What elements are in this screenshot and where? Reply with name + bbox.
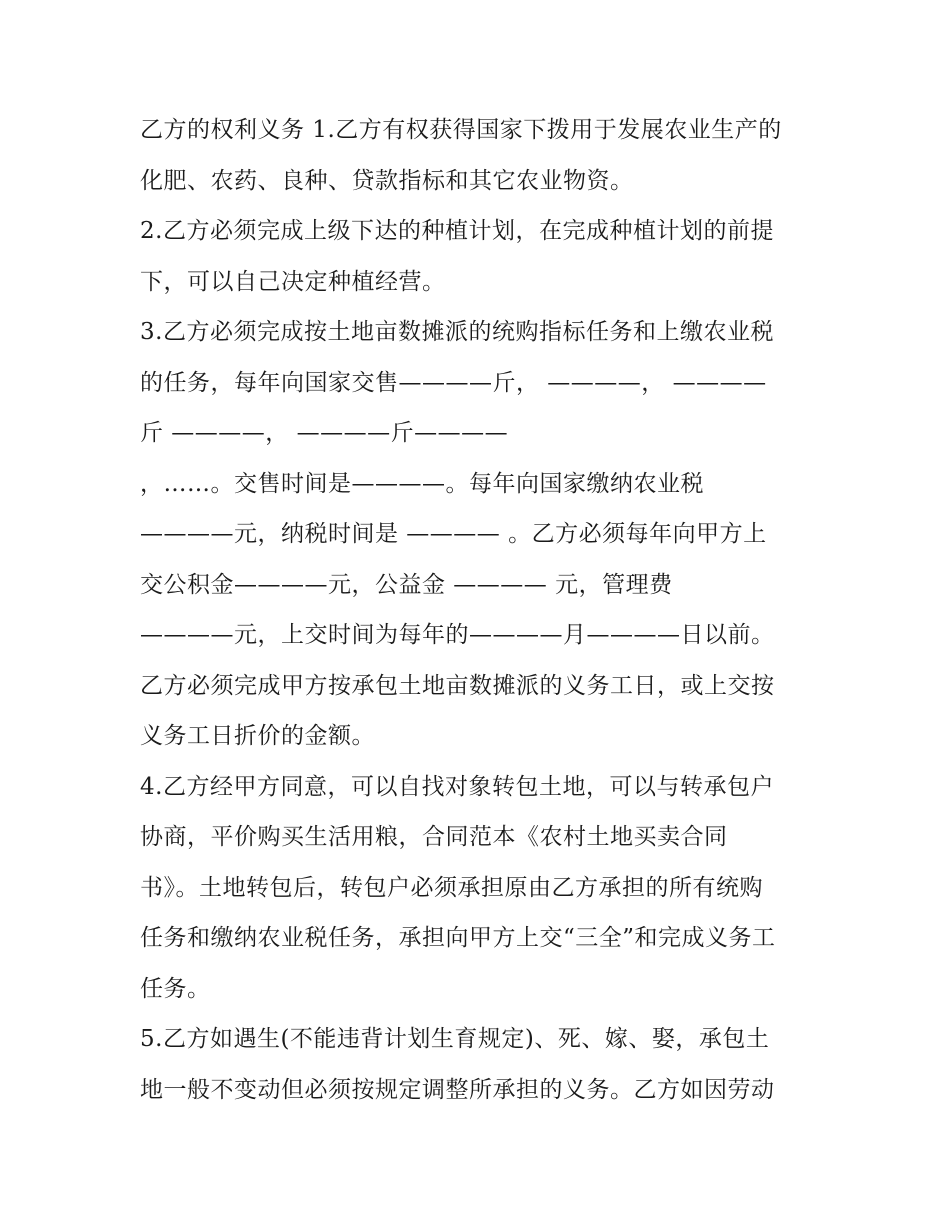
text-line: 4.乙方经甲方同意，可以自找对象转包土地，可以与转承包户: [140, 774, 774, 800]
text-line: 的任务，每年向国家交售————斤， ————， ————: [140, 370, 767, 396]
text-line: 地一般不变动但必须按规定调整所承担的义务。乙方如因劳动: [140, 1077, 775, 1103]
text-line: ————元，纳税时间是 ———— 。乙方必须每年向甲方上: [140, 521, 767, 547]
text-line: 任务和缴纳农业税任务，承担向甲方上交“三全”和完成义务工: [140, 925, 776, 951]
text-line: 书》。土地转包后，转包户必须承担原由乙方承担的所有统购: [140, 875, 763, 901]
text-line: 化肥、农药、良种、贷款指标和其它农业物资。: [140, 168, 634, 194]
text-line: 下，可以自己决定种植经营。: [140, 269, 446, 295]
text-line: 2.乙方必须完成上级下达的种植计划，在完成种植计划的前提: [140, 218, 774, 244]
text-line: 乙方的权利义务 1.乙方有权获得国家下拨用于发展农业生产的: [140, 117, 782, 143]
text-line: 任务。: [140, 976, 211, 1002]
text-line: 3.乙方必须完成按土地亩数摊派的统购指标任务和上缴农业税: [140, 319, 774, 345]
text-line: 义务工日折价的金额。: [140, 723, 375, 749]
text-line: 协商，平价购买生活用粮，合同范本《农村土地买卖合同: [140, 824, 728, 850]
text-line: 5.乙方如遇生(不能违背计划生育规定)、死、嫁、娶，承包土: [140, 1026, 770, 1052]
text-line: 乙方必须完成甲方按承包土地亩数摊派的义务工日，或上交按: [140, 673, 775, 699]
text-line: ————元，上交时间为每年的————月————日以前。: [140, 622, 775, 648]
text-line: 交公积金————元，公益金 ———— 元，管理费: [140, 572, 673, 598]
text-line: 斤 ————， ————斤————: [140, 420, 509, 446]
text-line: ，……。交售时间是————。每年向国家缴纳农业税: [140, 471, 704, 497]
